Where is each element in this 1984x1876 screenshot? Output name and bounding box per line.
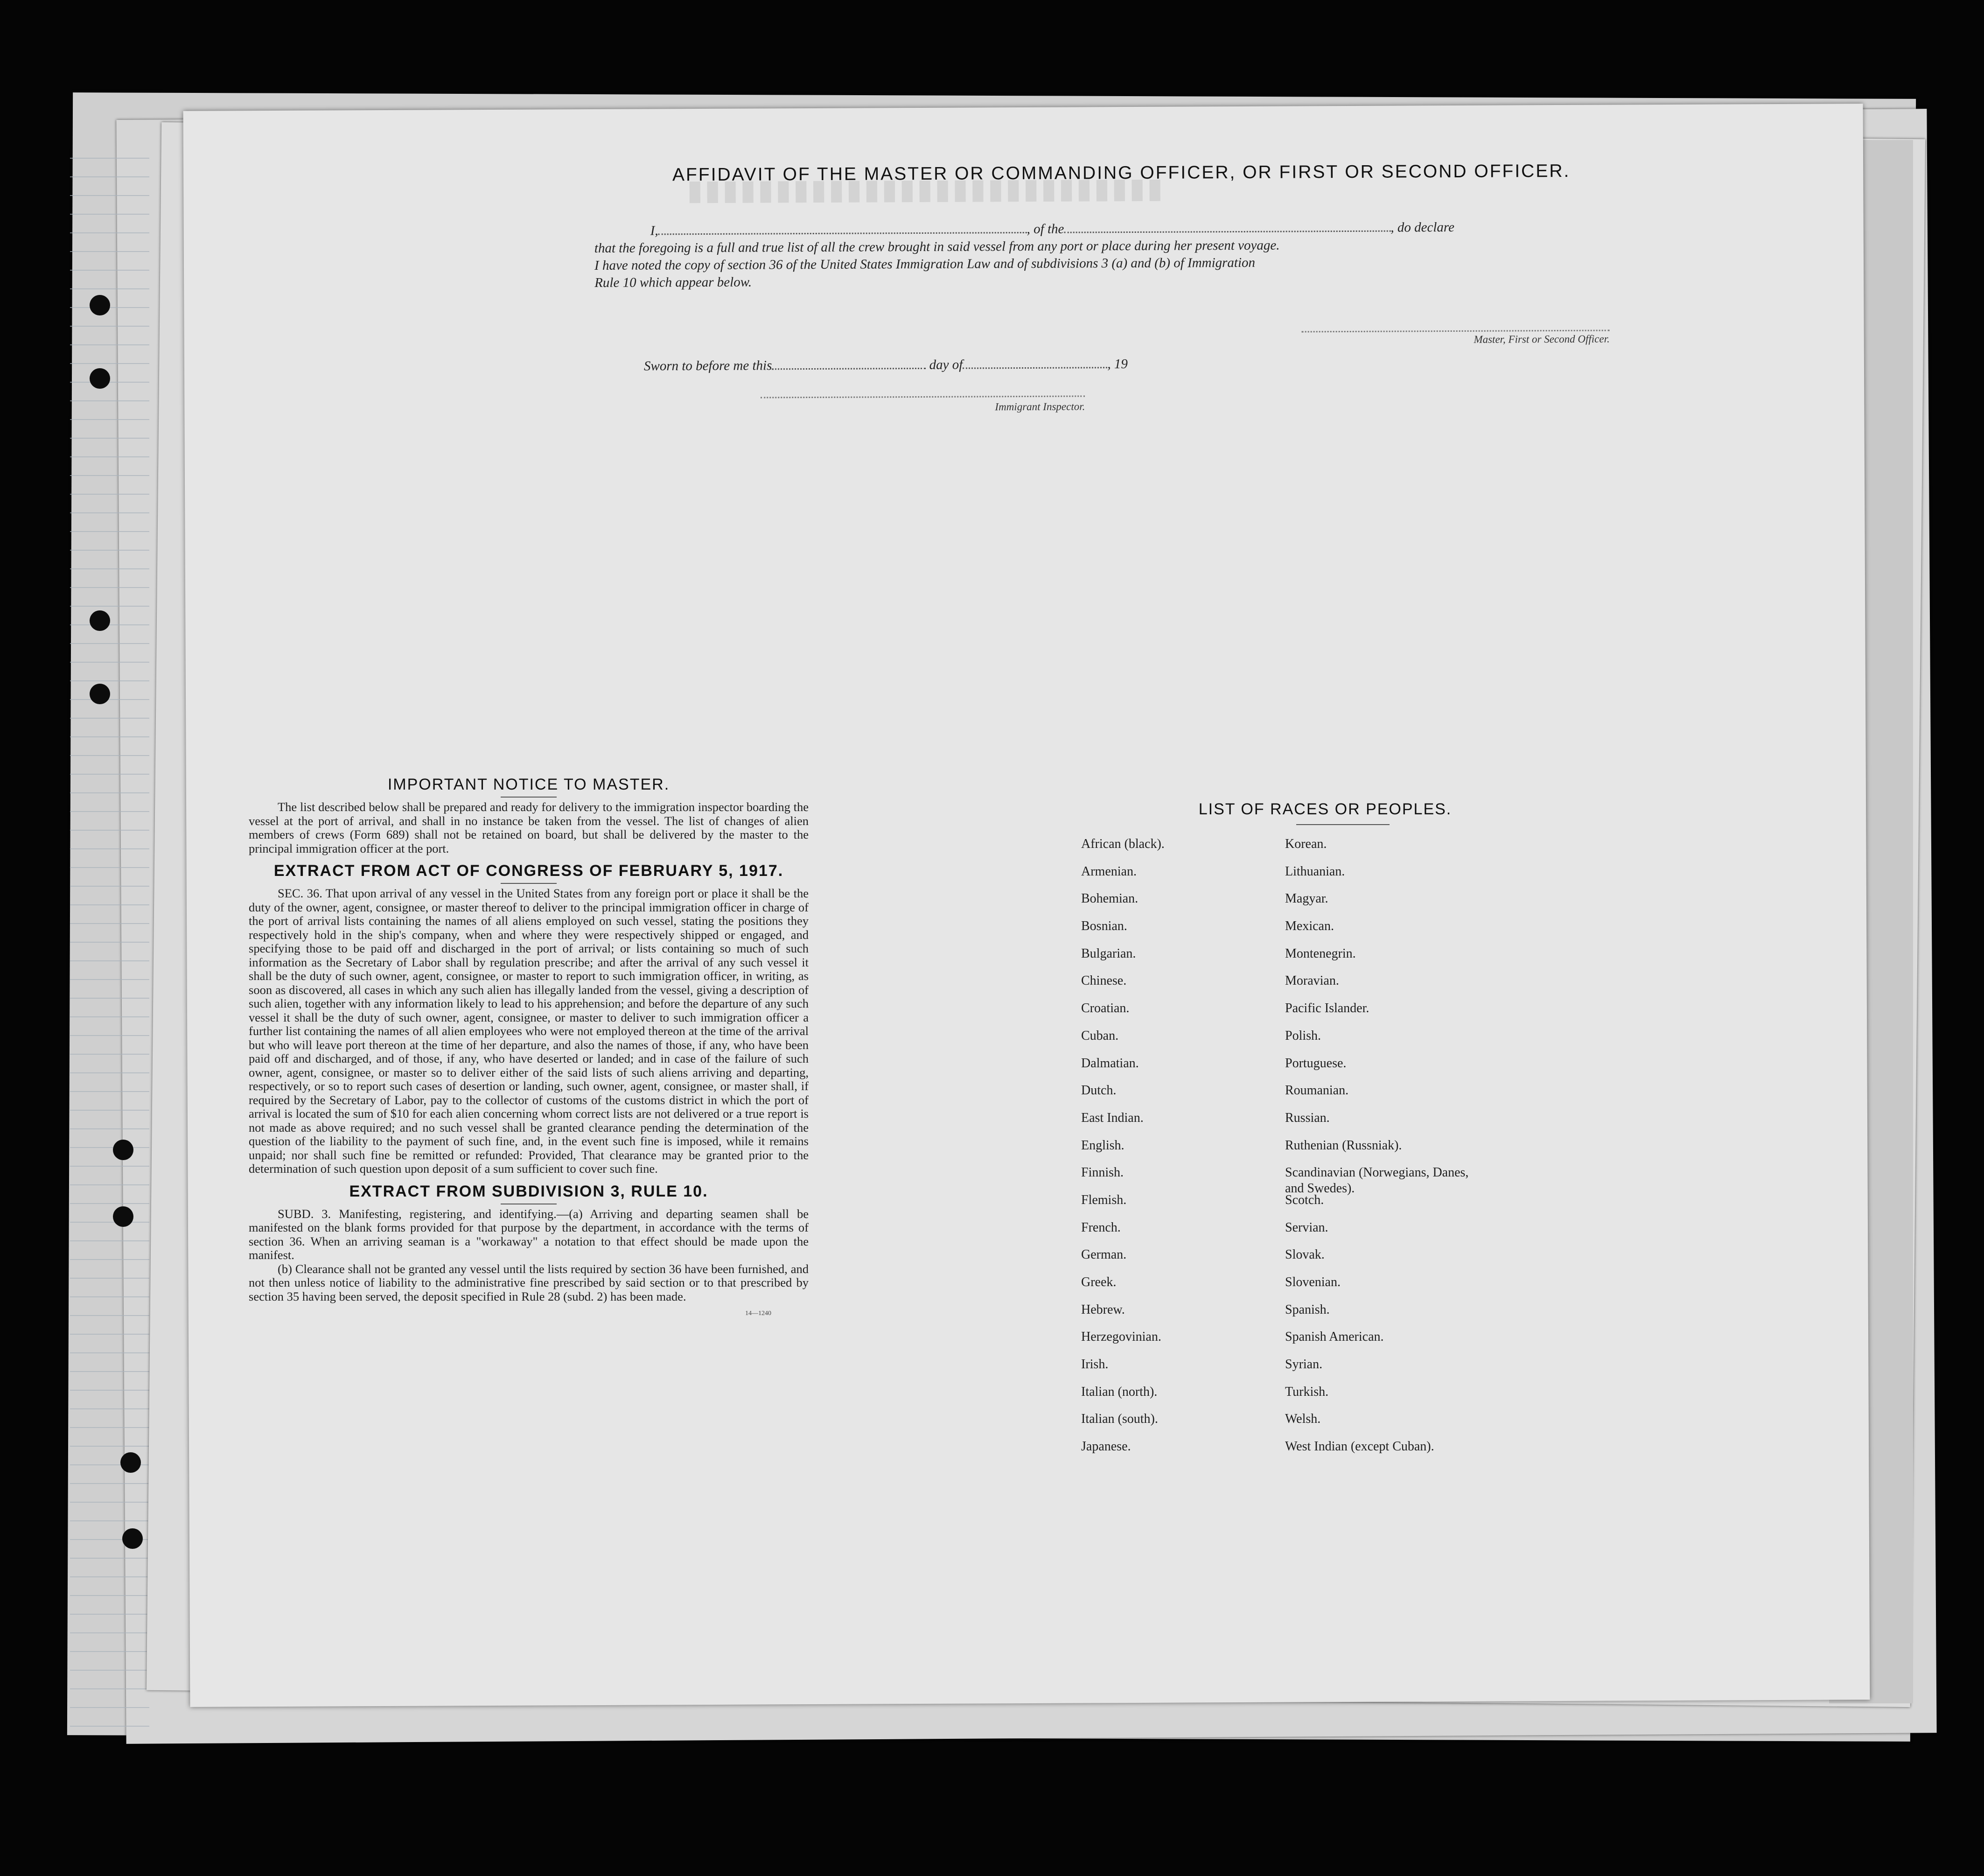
vessel-blank <box>1064 231 1390 233</box>
binder-hole-icon <box>120 1452 141 1473</box>
form-number: 14—1240 <box>745 1310 771 1317</box>
name-blank <box>658 232 1027 235</box>
race-item: Scandinavian (Norwegians, Danes, and Swedes). <box>1285 1165 1469 1196</box>
races-heading: LIST OF RACES OR PEOPLES. <box>1198 800 1452 818</box>
act-heading: EXTRACT FROM ACT OF CONGRESS OF FEBRUARY 5, 1917. <box>273 862 784 880</box>
race-item: Lithuanian. <box>1285 864 1345 879</box>
race-item: French. <box>1081 1220 1121 1235</box>
race-item: Servian. <box>1285 1220 1328 1235</box>
race-item: Magyar. <box>1285 891 1328 906</box>
do-declare-label: , do declare <box>1390 219 1455 235</box>
binder-hole-icon <box>90 610 110 631</box>
race-item: African (black). <box>1081 837 1165 851</box>
races-list-right <box>1285 836 1481 1466</box>
race-item: Flemish. <box>1081 1192 1127 1207</box>
race-item: Chinese. <box>1081 973 1127 988</box>
sworn-label: Sworn to before me this <box>643 358 772 374</box>
race-item: Armenian. <box>1081 864 1137 879</box>
sworn-line <box>644 357 1128 374</box>
affidavit-line-3: I have noted the copy of section 36 of the United States Immigration Law and of subdivisions 3 (a) and (b) of Immigration <box>594 255 1256 273</box>
rule-text-b: (b) Clearance shall not be granted any vessel until the lists required by section 36 have been furnished, and not then unless notice of liability to the administrative fine prescribed by said section or to that prescribed by section 35 having been served, the deposit specified in Rule 28 (subd. 2) has been made. <box>249 1261 809 1303</box>
inspector-signature-label: Immigrant Inspector. <box>761 395 1085 414</box>
notice-text: The list described below shall be prepared and ready for delivery to the immigration inspector boarding the vessel at the port of arrival, and shall in no instance be taken from the vessel. The list of changes of alien members of crews (Form 689) shall not be retained on board, but shall be delivered by the master to the principal immigration officer at the port. <box>249 800 809 855</box>
race-item: Polish. <box>1285 1028 1321 1043</box>
affidavit-line-2: that the foregoing is a full and true list of all the crew brought in said vessel from any port or place during her present voyage. <box>594 238 1280 256</box>
race-item: Portuguese. <box>1285 1056 1347 1071</box>
notice-column <box>249 776 809 1317</box>
race-item: Montenegrin. <box>1285 946 1356 961</box>
race-item: Syrian. <box>1285 1357 1323 1372</box>
affidavit-line-1 <box>650 220 1454 239</box>
race-item: German. <box>1081 1247 1127 1262</box>
race-item: Spanish. <box>1285 1302 1330 1317</box>
races-list-left <box>1081 836 1165 1466</box>
race-item: Dalmatian. <box>1081 1056 1139 1071</box>
race-item: Pacific Islander. <box>1285 1001 1369 1016</box>
race-item: Finnish. <box>1081 1165 1124 1180</box>
binder-hole-icon <box>90 368 110 389</box>
day-of-label: day of <box>929 357 963 372</box>
binder-hole-icon <box>122 1528 143 1549</box>
bleed-through-mark: ▮▮▮▮▮▮▮▮▮▮▮▮▮▮▮▮▮▮▮▮▮▮▮▮▮▮▮ <box>687 177 1166 210</box>
race-item: Russian. <box>1285 1110 1330 1125</box>
race-item: Roumanian. <box>1285 1083 1349 1098</box>
race-item: Welsh. <box>1285 1412 1321 1427</box>
binder-hole-icon <box>90 684 110 704</box>
binder-hole-icon <box>113 1140 133 1160</box>
race-item: Bohemian. <box>1081 891 1139 906</box>
race-item: Japanese. <box>1081 1439 1131 1454</box>
race-item: Slovenian. <box>1285 1275 1341 1289</box>
rule-heading: EXTRACT FROM SUBDIVISION 3, RULE 10. <box>349 1182 708 1200</box>
race-item: Scotch. <box>1285 1192 1324 1207</box>
race-item: Slovak. <box>1285 1247 1325 1262</box>
divider <box>501 797 557 798</box>
affidavit-title: AFFIDAVIT OF THE MASTER OR COMMANDING OFFICER, OR FIRST OR SECOND OFFICER. <box>672 161 1571 185</box>
of-the-label: , of the <box>1027 221 1064 237</box>
race-item: Irish. <box>1081 1357 1109 1372</box>
affidavit-i-label: I, <box>650 223 658 238</box>
day-blank <box>772 368 926 370</box>
race-item: Mexican. <box>1285 919 1334 934</box>
master-signature-label: Master, First or Second Officer. <box>1302 330 1610 347</box>
race-item: English. <box>1081 1138 1125 1153</box>
race-item: Ruthenian (Russniak). <box>1285 1138 1402 1153</box>
race-item: Bosnian. <box>1081 919 1127 934</box>
act-text: SEC. 36. That upon arrival of any vessel in the United States from any foreign port or place it shall be the duty of the owner, agent, consignee, or master thereof to deliver to the principal immigration officer in charge of the port of arrival lists containing the names of all aliens employed on such vessel, stating the positions they respectively hold in the ship's company, when and where they were respectively shipped or engaged, and specifying those to be paid off and discharged in the port of arrival; or lists containing so much of such information as the Secretary of Labor shall by regulation prescribe; and after the arrival of any such vessel it shall be the duty of such owner, agent, consignee, or master to report to such immigration officer, in writing, as soon as discovered, all cases in which any such alien has illegally landed from the vessel, giving a description of such alien, together with any information likely to lead to his apprehension; and before the departure of any such vessel it shall be the duty of such owner, agent, consignee, or master to deliver to such immigration officer a further list containing the names of all alien employees who were not employed thereon at the time of the arrival but who will leave port thereon at the time of her departure, and also the names of those, if any, who have been paid off and discharged, and of those, if any, who have deserted or landed; and in case of the failure of such owner, agent, consignee, or master so to deliver either of the said lists of such aliens arriving and departing, respectively, or so to report such cases of desertion or landing, such owner, agent, consignee, or master shall, if required by the Secretary of Labor, pay to the collector of customs of the customs district in which the port of arrival is located the sum of $10 for each alien concerning whom correct lists are not delivered or a true report is not made as above required; and no such vessel shall be granted clearance pending the determination of the question of the liability to the payment of such fine, and, in the event such fine is imposed, while it remains unpaid; nor shall such fine be remitted or refunded: Provided, That clearance may be granted prior to the determination of such question upon deposit of a sum sufficient to cover such fine. <box>249 886 809 1176</box>
race-item: Croatian. <box>1081 1001 1130 1016</box>
race-item: Italian (south). <box>1081 1412 1158 1427</box>
race-item: Cuban. <box>1081 1028 1119 1043</box>
race-item: Dutch. <box>1081 1083 1117 1098</box>
divider <box>501 883 557 884</box>
race-item: East Indian. <box>1081 1110 1144 1125</box>
race-item: West Indian (except Cuban). <box>1285 1439 1434 1454</box>
race-item: Bulgarian. <box>1081 946 1136 961</box>
affidavit-line-4: Rule 10 which appear below. <box>594 274 752 291</box>
race-item: Greek. <box>1081 1275 1117 1289</box>
year-label: , 19 <box>1107 357 1128 372</box>
race-item: Herzegovinian. <box>1081 1330 1161 1344</box>
rule-text-a: SUBD. 3. Manifesting, registering, and identifying.—(a) Arriving and departing seamen shall be manifested on the blank forms provided for that purpose by the department, in accordance with the terms of section 36. When an arriving seaman is a "workaway" a notation to that effect should be made upon the manifest. <box>249 1206 809 1262</box>
divider <box>1296 824 1390 825</box>
race-item: Moravian. <box>1285 973 1339 988</box>
race-item: Spanish American. <box>1285 1330 1384 1344</box>
binder-hole-icon <box>90 295 110 315</box>
binder-hole-icon <box>113 1206 133 1227</box>
race-item: Italian (north). <box>1081 1384 1158 1399</box>
race-item: Hebrew. <box>1081 1302 1125 1317</box>
race-item: Korean. <box>1285 837 1327 851</box>
race-item: Turkish. <box>1285 1384 1329 1399</box>
notice-heading: IMPORTANT NOTICE TO MASTER. <box>387 776 670 793</box>
month-blank <box>963 367 1107 369</box>
